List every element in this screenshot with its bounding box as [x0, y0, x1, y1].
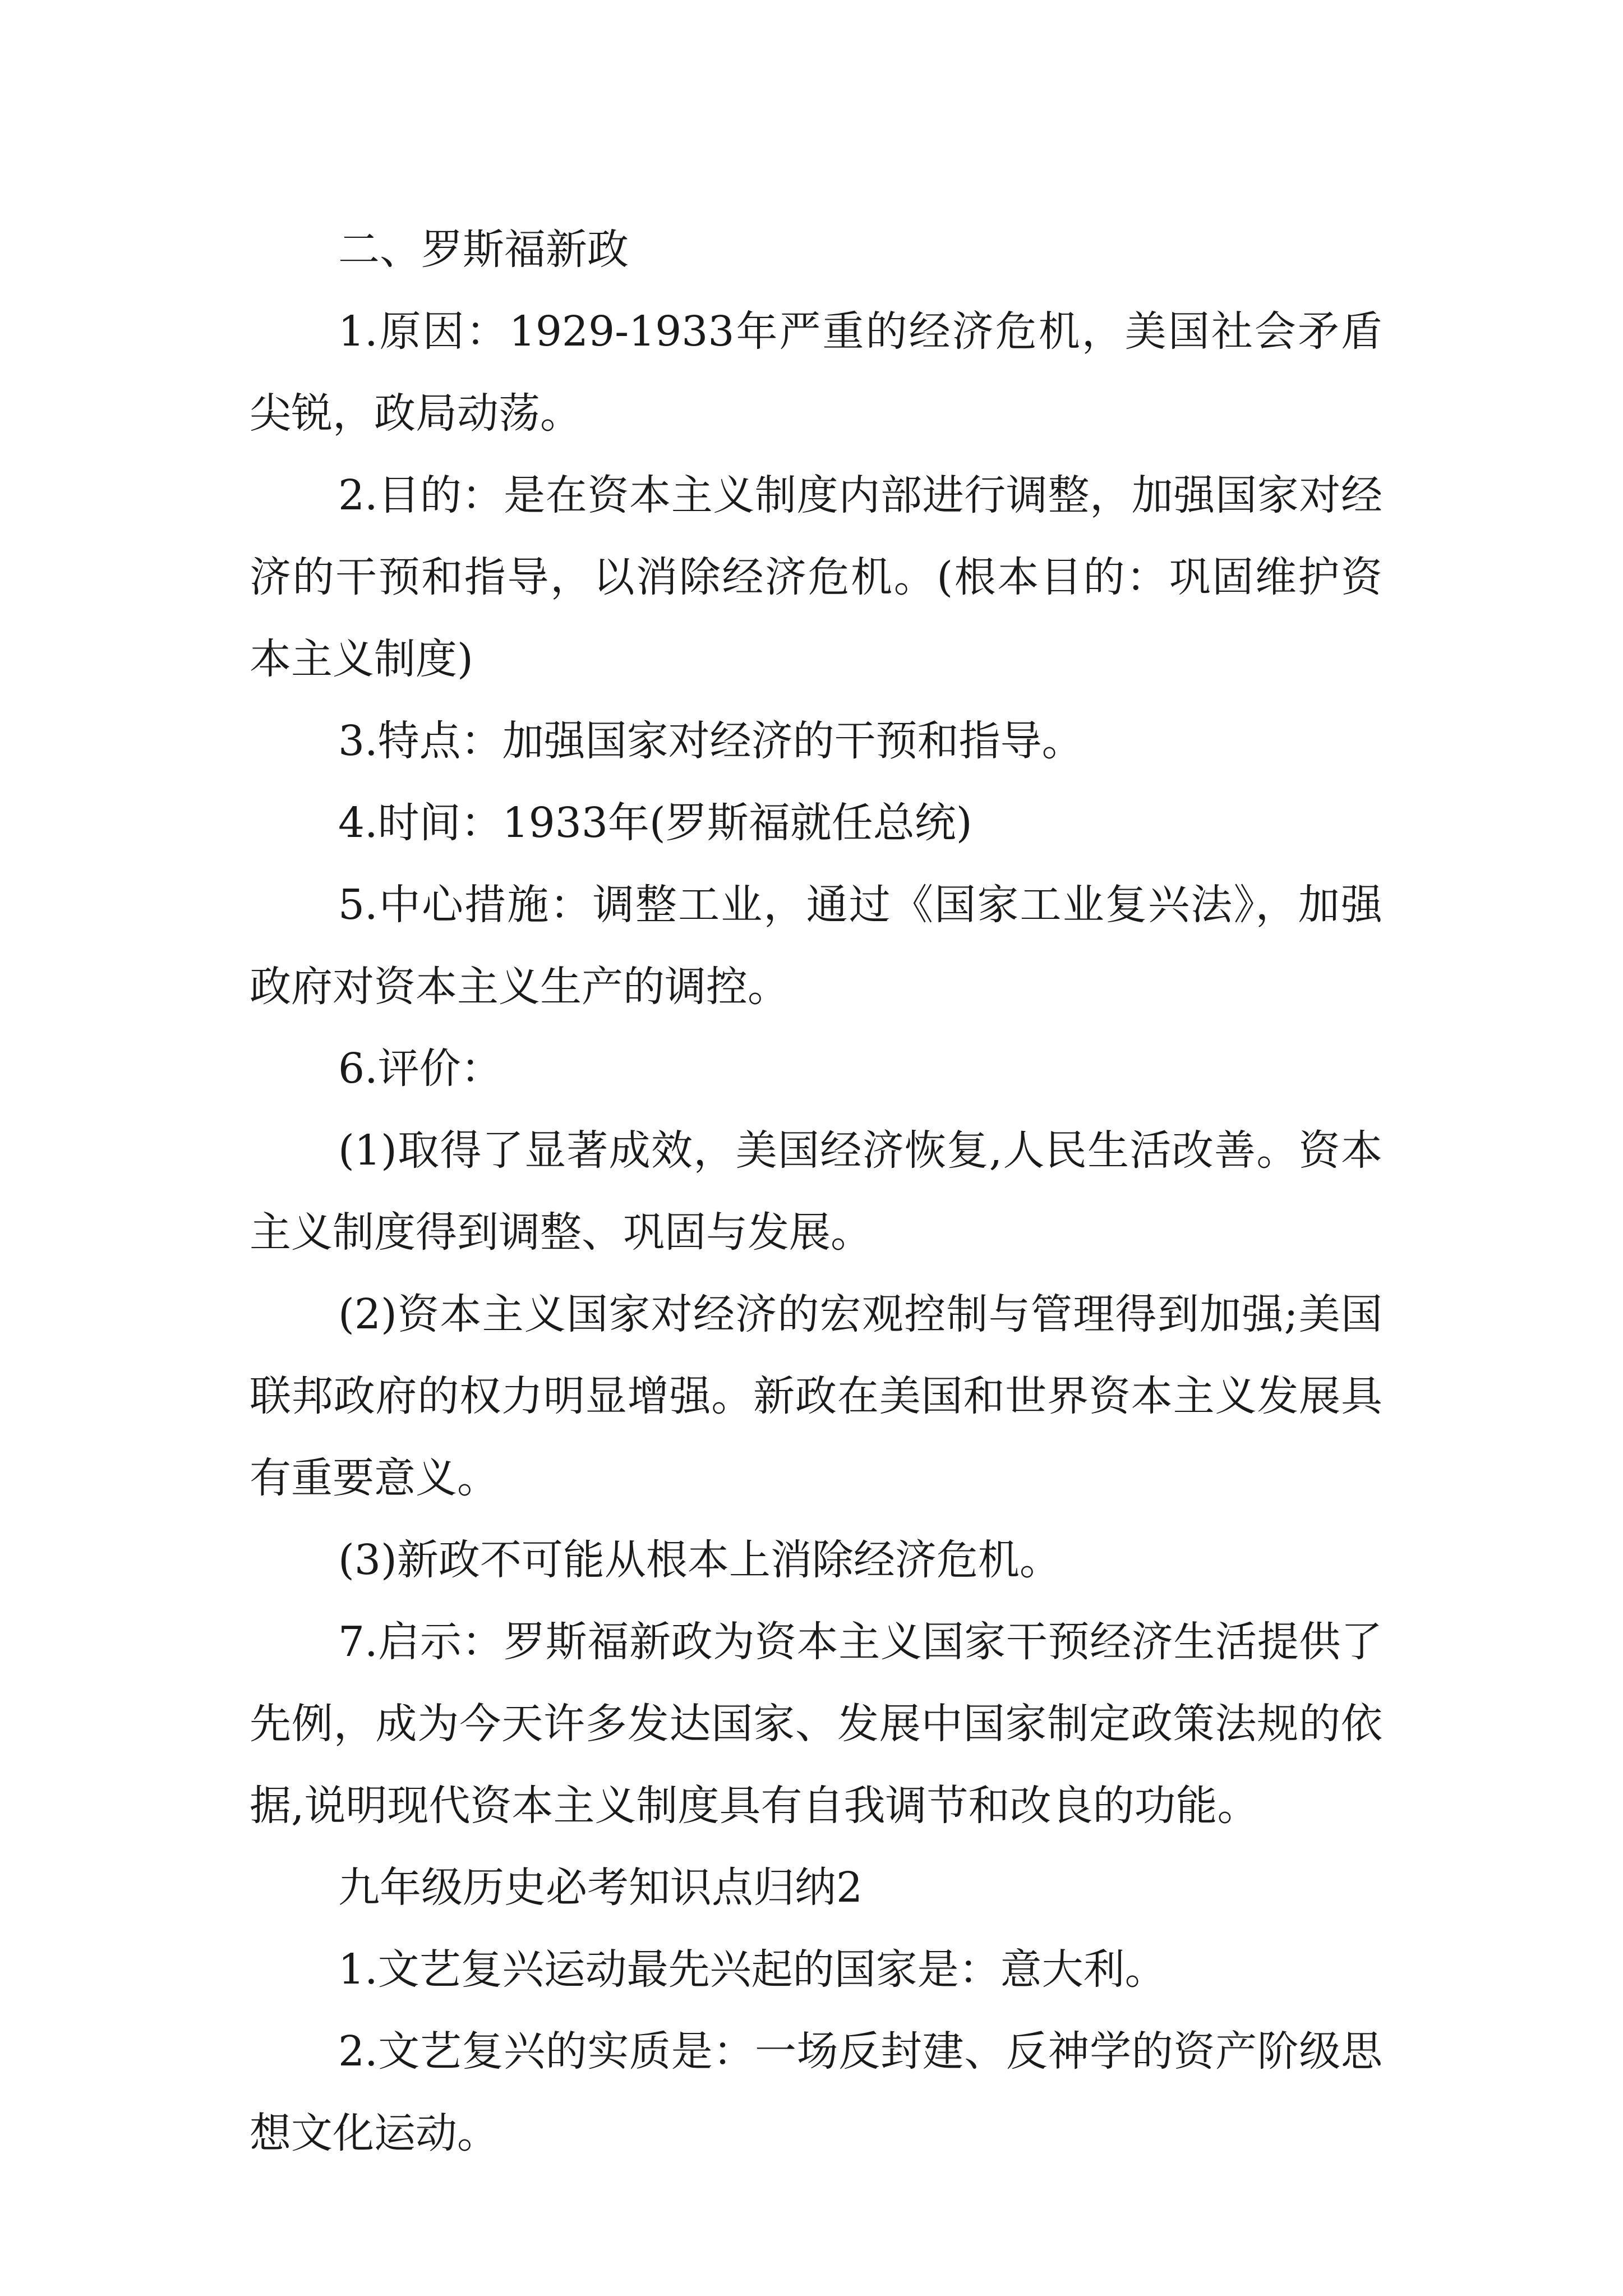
paragraph-renaissance-2: 2.文艺复兴的实质是：一场反封建、反神学的资产阶级思想文化运动。: [250, 2027, 1382, 2157]
paragraph-cause: 1.原因：1929-1933年严重的经济危机，美国社会矛盾尖锐，政局动荡。: [250, 307, 1382, 438]
section-heading-2: 九年级历史必考知识点归纳2: [338, 1864, 863, 1912]
paragraph-evaluation: 6.评价：: [338, 1045, 502, 1093]
paragraph-evaluation-2: (2)资本主义国家对经济的宏观控制与管理得到加强;美国联邦政府的权力明显增强。新政在美国和世界资本主义发展具有重要意义。: [250, 1290, 1382, 1502]
paragraph-enlightenment: 7.启示：罗斯福新政为资本主义国家干预经济生活提供了先例，成为今天许多发达国家、发展中国家制定政策法规的依据,说明现代资本主义制度具有自我调节和改良的功能。: [250, 1618, 1382, 1830]
paragraph-measures: 5.中心措施：调整工业，通过《国家工业复兴法》，加强政府对资本主义生产的调控。: [250, 881, 1382, 1011]
document-body: [250, 209, 1382, 2174]
section-heading: 二、罗斯福新政: [338, 226, 629, 274]
paragraph-evaluation-1: (1)取得了显著成效，美国经济恢复,人民生活改善。资本主义制度得到调整、巩固与发展。: [250, 1126, 1382, 1257]
paragraph-renaissance-1: 1.文艺复兴运动最先兴起的国家是：意大利。: [338, 1945, 1166, 1994]
paragraph-purpose: 2.目的：是在资本主义制度内部进行调整，加强国家对经济的干预和指导，以消除经济危机。(根本目的：巩固维护资本主义制度): [250, 471, 1382, 683]
paragraph-evaluation-3: (3)新政不可能从根本上消除经济危机。: [338, 1536, 1061, 1584]
paragraph-time: 4.时间：1933年(罗斯福就任总统): [338, 799, 972, 847]
paragraph-feature: 3.特点：加强国家对经济的干预和指导。: [338, 717, 1083, 765]
